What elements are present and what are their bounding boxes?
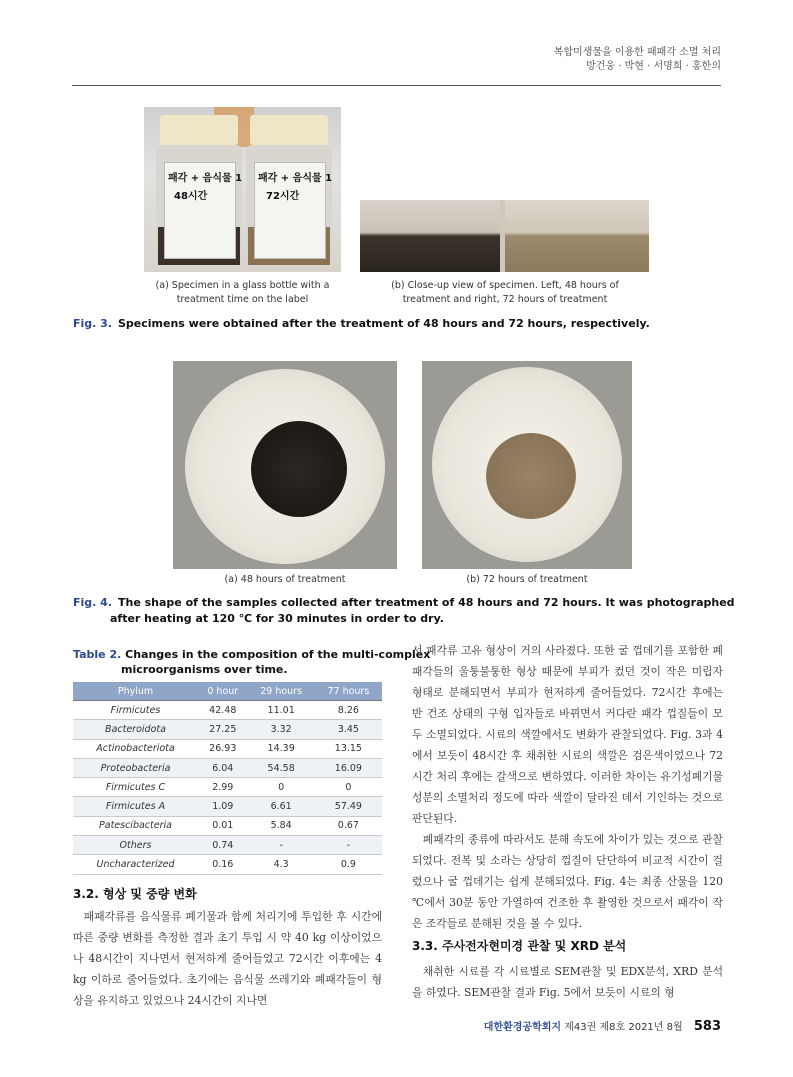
cell: 57.49 [315,797,382,816]
cell: 0.16 [198,855,248,874]
cell: 3.32 [248,720,315,739]
fig4b-photo [422,361,632,569]
cell: 4.3 [248,855,315,874]
fig3-number: Fig. 3. [73,317,112,330]
jar-label-left-line1: 패각 + 음식물 1 [168,173,243,184]
jar-label-left-line2: 48시간 [174,191,208,202]
section-3-3-paragraph: 채취한 시료를 각 시료별로 SEM관찰 및 EDX분석, XRD 분석을 하였다. SEM관찰 결과 Fig. 5에서 보듯이 시료의 형 [412,965,723,999]
cell: 5.84 [248,816,315,835]
cell-phylum: Others [73,836,198,855]
cell: 0 [315,778,382,797]
fig4a-photo [173,361,397,569]
journal-name: 대한환경공학회지 [483,1022,562,1033]
section-3-3-heading: 3.3. 주사전자현미경 관찰 및 XRD 분석 [412,939,627,953]
table-row [73,701,382,720]
right-paragraph-1: 서 패각류 고유 형상이 거의 사라졌다. 또한 굴 껍데기를 포함한 폐패각들의 울퉁불퉁한 형상 때문에 부피가 컸던 것이 작은 미립자 형태로 분해되면서 부피가 현저하게 줄어들었다. 72시간 후에는 반 건조 상태의 구형 입자들로 바뀌면서 커다란 패각 껍질들이 모두 소멸되었다. 시료의 색깔에서도 변화가 관찰되었다. Fig. 3과 4에서 보듯이 48시간 후 채취한 시료의 색깔은 검은색이었으나 72시간 처리 후에는 갈색으로 변하였다. 이러한 차이는 유기성폐기물 성분의 소멸처리 정도에 따라 색깔이 달라진 데서 기인하는 것으로 판단된다. [412,644,723,825]
fig3a-caption: (a) Specimen in a glass bottle with a treatment time on the label [155,280,330,305]
table-row [73,758,382,777]
cell: 2.99 [198,778,248,797]
cell: 8.26 [315,701,382,720]
col-phylum: Phylum [73,682,198,701]
fig3b-caption: (b) Close-up view of specimen. Left, 48 hours of treatment and right, 72 hours of treatment [391,280,619,305]
right-column-body [412,640,723,934]
cell: 3.45 [315,720,382,739]
fig4a-caption: (a) 48 hours of treatment [224,574,346,585]
fig3-title-text: Specimens were obtained after the treatment of 48 hours and 72 hours, respectively. [118,317,650,330]
page-number: 583 [693,1019,721,1034]
cell: - [248,836,315,855]
cell: 0.9 [315,855,382,874]
col-0h: 0 hour [198,682,248,701]
page-footer [484,1018,721,1034]
table-row [73,797,382,816]
cell-phylum: Uncharacterized [73,855,198,874]
header-rule [72,85,721,86]
table-row [73,836,382,855]
table-header-row [73,682,382,701]
col-77h: 77 hours [315,682,382,701]
fig3a-photo [144,107,341,272]
cell-phylum: Firmicutes A [73,797,198,816]
right-paragraph-2: 폐패각의 종류에 따라서도 분해 속도에 차이가 있는 것으로 관찰되었다. 전복 및 소라는 상당히 껍질이 단단하여 비교적 시간이 걸렸으나 굴 껍데기는 쉽게 분해되었다. Fig. 4는 최종 산물을 120 ℃에서 30분 동안 가열하여 건조한 후 촬영한 것으로서 패각이 작은 조각들로 분해된 것을 볼 수 있다. [412,833,723,930]
cell-phylum: Patescibacteria [73,816,198,835]
cell-phylum: Firmicutes C [73,778,198,797]
cell-phylum: Bacteroidota [73,720,198,739]
cell: 11.01 [248,701,315,720]
table2-caption [73,647,431,677]
cell: 16.09 [315,758,382,777]
cell: 42.48 [198,701,248,720]
cell: 0.01 [198,816,248,835]
table-row [73,816,382,835]
cell: 14.39 [248,739,315,758]
journal-issue: 제43권 제8호 2021년 8월 [564,1022,683,1033]
cell-phylum: Actinobacteriota [73,739,198,758]
cell: 13.15 [315,739,382,758]
fig3-title [73,316,723,332]
table-row [73,739,382,758]
section-3-2-paragraph: 패패각류를 음식물류 폐기물과 함께 처리기에 투입한 후 시간에 따른 중량 변화를 측정한 결과 초기 투입 시 약 40 kg 이상이었으나 48시간이 지나면서 현저하게 줄어들었고 72시간 이후에는 4 kg 이하로 줄어들었다. 초기에는 음식물 쓰레기와 폐패각들이 형상을 유지하고 있었으나 24시간이 지나면 [73,910,382,1007]
fig4-number: Fig. 4. [73,596,112,609]
fig4-title [73,595,760,627]
cell-phylum: Proteobacteria [73,758,198,777]
fig3b-photo [360,200,649,272]
cell: 6.04 [198,758,248,777]
cell: 54.58 [248,758,315,777]
running-title: 복합미생물을 이용한 패패각 소멸 처리 [553,47,721,58]
section-3-2-body [73,906,382,1011]
cell: 0.74 [198,836,248,855]
running-authors: 방건웅 · 박현 · 서명희 · 홍한의 [586,61,721,72]
table2 [73,682,382,875]
cell-phylum: Firmicutes [73,701,198,720]
table2-title: Changes in the composition of the multi-complex microorganisms over time. [121,648,431,676]
table2-number: Table 2. [73,648,122,661]
table-row [73,720,382,739]
jar-label-right-line1: 패각 + 음식물 1 [258,173,333,184]
cell: - [315,836,382,855]
fig4-title-text: The shape of the samples collected after treatment of 48 hours and 72 hours. It was photographed after heating at 120 ℃ for 30 minutes in order to dry. [110,596,735,625]
cell: 6.61 [248,797,315,816]
fig4b-caption: (b) 72 hours of treatment [466,574,588,585]
section-3-2-heading: 3.2. 형상 및 중량 변화 [73,887,197,901]
cell: 0 [248,778,315,797]
table-row [73,855,382,874]
col-29h: 29 hours [248,682,315,701]
cell: 1.09 [198,797,248,816]
cell: 0.67 [315,816,382,835]
section-3-3-body [412,961,723,1003]
cell: 26.93 [198,739,248,758]
table-row [73,778,382,797]
jar-label-right-line2: 72시간 [266,191,300,202]
cell: 27.25 [198,720,248,739]
